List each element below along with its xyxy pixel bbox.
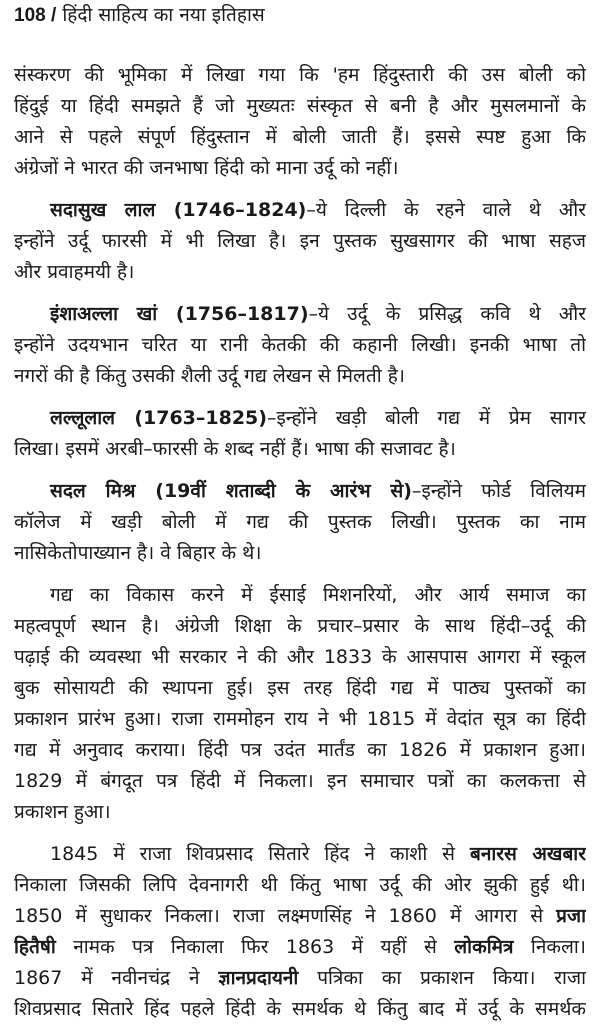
text-line [14, 704, 586, 735]
text-line [14, 839, 586, 870]
bold-term: लल्लूलाल (1763–1825) [50, 407, 267, 429]
bold-term: सदल मिश्र (19वीं शताब्दी के आरंभ से) [50, 480, 412, 502]
book-title: हिंदी साहित्य का नया इतिहास [62, 4, 265, 26]
text-run: कॉलेज में खड़ी बोली में गद्य की पुस्तक लिखी। पुस्तक का नाम [14, 511, 586, 533]
text-line [14, 122, 586, 153]
text-run: निकाला जिसकी लिपि देवनागरी थी किंतु भाषा उर्दू की ओर झुकी हुई थी। [14, 874, 586, 896]
text-line [14, 195, 586, 226]
text-run: –ये दिल्ली के रहने वाले थे और [306, 199, 586, 221]
text-run: 1850 में सुधाकर निकला। राजा लक्ष्मणसिंह ने 1860 में आगरा से [14, 905, 557, 927]
text-line [14, 257, 586, 288]
text-line [14, 735, 586, 766]
text-run: 1845 में राजा शिवप्रसाद सितारे हिंद ने काशी से [50, 843, 470, 865]
text-run: 1867 में नवीनचंद्र ने [14, 967, 219, 989]
text-line [14, 299, 586, 330]
bold-term: इंशाअल्ला खां (1756–1817) [50, 303, 309, 325]
text-line [14, 932, 586, 963]
bold-term: सदासुख लाल (1746–1824) [50, 199, 307, 221]
text-line [14, 538, 586, 569]
text-line [14, 153, 586, 184]
text-run: हिंदुई या हिंदी समझते हैं जो मुख्यतः संस्कृत से बनी है और मुसलमानों के [14, 95, 586, 117]
text-run: और प्रवाहमयी है। [14, 261, 135, 283]
text-run: प्रकाशन हुआ। [14, 801, 111, 823]
text-run: इन्होंने उदयभान चरित या रानी केतकी की कहानी लिखी। इनकी भाषा तो [14, 334, 586, 356]
text-run: निकला। [513, 936, 586, 958]
text-run: पत्रिका का प्रकाशन किया। राजा [298, 967, 586, 989]
text-line [14, 766, 586, 797]
paragraph [14, 195, 586, 288]
text-line [14, 434, 586, 465]
text-run: नगरों की है किंतु उसकी शैली उर्दू गद्य लेखन से मिलती है। [14, 365, 405, 387]
paragraph [14, 580, 586, 828]
bold-term: हितैषी [14, 936, 56, 958]
text-run: इन्होंने उर्दू फारसी में भी लिखा है। इन पुस्तक सुखसागर की भाषा सहज [14, 230, 586, 252]
bold-term: बनारस अखबार [469, 843, 586, 865]
text-run: 1829 में बंगदूत पत्र हिंदी में निकला। इन समाचार पत्रों का कलकत्ता से [14, 770, 586, 792]
paragraph [14, 476, 586, 569]
text-run: महत्वपूर्ण स्थान है। अंग्रेजी शिक्षा के प्रचार–प्रसार के साथ हिंदी–उर्दू की [14, 615, 586, 637]
text-run: –इन्होंने फोर्ड विलियम [411, 480, 586, 502]
text-run: बुक सोसायटी की स्थापना हुई। इस तरह हिंदी गद्य में पाठ्य पुस्तकों का [14, 677, 586, 699]
text-line [14, 994, 586, 1025]
text-line [14, 330, 586, 361]
text-run: आने से पहले संपूर्ण हिंदुस्तान में बोली जाती हैं। इससे स्पष्ट हुआ कि [14, 126, 586, 148]
text-line [14, 963, 586, 994]
text-run: अंग्रेजों ने भारत की जनभाषा हिंदी को माना उर्दू को नहीं। [14, 157, 399, 179]
text-line [14, 507, 586, 538]
text-line [14, 60, 586, 91]
text-line [14, 361, 586, 392]
text-line [14, 642, 586, 673]
running-header [14, 2, 265, 29]
bold-term: लोकमित्र [454, 936, 514, 958]
text-run: संस्करण की भूमिका में लिखा गया कि 'हम हिंदुस्तारी की उस बोली को [14, 64, 586, 86]
text-line [14, 673, 586, 704]
text-line [14, 611, 586, 642]
page-number: 108 / [14, 5, 57, 26]
text-line [14, 476, 586, 507]
text-run: नामक पत्र निकाला फिर 1863 में यहीं से [55, 936, 455, 958]
paragraph [14, 60, 586, 184]
text-line [14, 901, 586, 932]
text-run: नासिकेतोपाख्यान है। वे बिहार के थे। [14, 542, 262, 564]
text-run: –ये उर्दू के प्रसिद्ध कवि थे और [308, 303, 586, 325]
page-body [14, 60, 586, 1036]
text-line [14, 226, 586, 257]
text-run: गद्य का विकास करने में ईसाई मिशनरियों, और आर्य समाज का [50, 584, 586, 606]
text-run: गद्य में अनुवाद कराया। हिंदी पत्र उदंत मार्तंड का 1826 में प्रकाशन हुआ। [14, 739, 586, 761]
text-line [14, 91, 586, 122]
text-run: लिखा। इसमें अरबी–फारसी के शब्द नहीं हैं। भाषा की सजावट है। [14, 438, 456, 460]
text-run: प्रकाशन प्रारंभ हुआ। राजा राममोहन राय ने भी 1815 में वेदांत सूत्र का हिंदी [14, 708, 586, 730]
text-line [14, 580, 586, 611]
text-line [14, 870, 586, 901]
bold-term: प्रजा [556, 905, 586, 927]
paragraph [14, 403, 586, 465]
text-line [14, 403, 586, 434]
text-run: शिवप्रसाद सितारे हिंद पहले हिंदी के समर्थक थे किंतु बाद में उर्दू के समर्थक [14, 998, 586, 1020]
text-line [14, 797, 586, 828]
bold-term: ज्ञानप्रदायनी [218, 967, 299, 989]
paragraph [14, 839, 586, 1025]
text-run: –इन्होंने खड़ी बोली गद्य में प्रेम सागर [266, 407, 586, 429]
paragraph [14, 299, 586, 392]
text-run: पढ़ाई की व्यवस्था भी सरकार ने की और 1833 के आसपास आगरा में स्कूल [14, 646, 586, 668]
